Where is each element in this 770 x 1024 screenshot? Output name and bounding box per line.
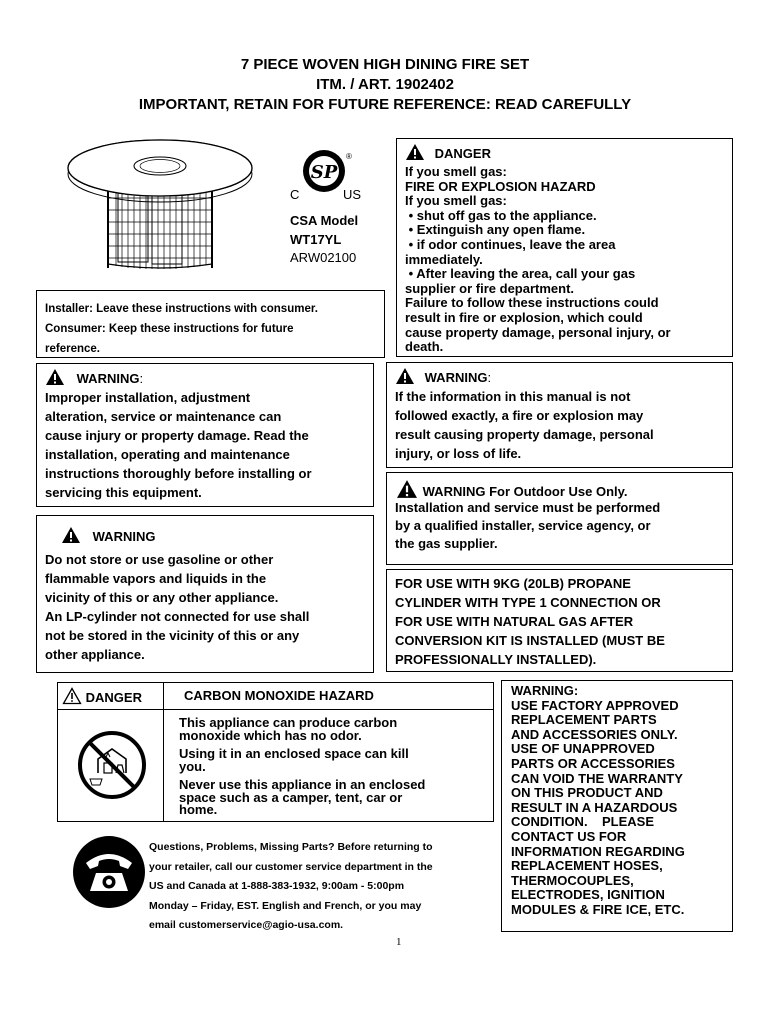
parts-line: AND ACCESSORIES ONLY. <box>511 726 678 742</box>
co-text-line: Never use this appliance in an enclosed <box>179 777 426 792</box>
propane-line: PROFESSIONALLY INSTALLED). <box>395 652 597 667</box>
warning-title: WARNING <box>424 370 488 385</box>
csa-model-label: CSA Model <box>290 213 359 228</box>
danger-line: FIRE OR EXPLOSION HAZARD <box>405 178 596 194</box>
parts-line: WARNING: <box>511 683 579 698</box>
danger-line: • shut off gas to the appliance. <box>405 207 597 223</box>
warning-line: instructions thoroughly before installing or <box>45 466 312 481</box>
parts-warning-box <box>501 680 733 932</box>
fire-table-illustration <box>60 126 260 276</box>
parts-line: ELECTRODES, IGNITION <box>511 887 665 903</box>
danger-gas-box <box>396 138 733 357</box>
parts-line: USE OF UNAPPROVED <box>511 741 655 757</box>
warning-line: injury, or loss of life. <box>395 446 522 461</box>
danger-line: supplier or fire department. <box>405 280 575 296</box>
danger-line: • After leaving the area, call your gas <box>405 266 636 282</box>
warning-title: WARNING <box>92 529 156 544</box>
warning-line: not be stored in the vicinity of this or any <box>45 628 300 643</box>
csa-us-mark: US <box>343 187 362 202</box>
co-text-line: space such as a camper, tent, car or <box>179 789 403 805</box>
warning-triangle-icon <box>61 526 81 544</box>
parts-line: MODULES & FIRE ICE, ETC. <box>511 901 685 917</box>
parts-line: PARTS OR ACCESSORIES <box>511 755 675 771</box>
propane-requirements-box <box>386 569 733 672</box>
warning-line: installation, operating and maintenance <box>45 447 290 462</box>
co-text-line: monoxide which has no odor. <box>179 727 362 743</box>
warning-triangle-icon <box>62 687 82 705</box>
warning-triangle-icon <box>405 143 425 161</box>
co-hazard-box <box>57 682 494 822</box>
warning-title-colon: : <box>487 370 492 385</box>
warning-outdoor-title: WARNING For Outdoor Use Only. <box>422 484 628 499</box>
warning-line: followed exactly, a fire or explosion may <box>395 408 644 423</box>
contact-line: US and Canada at 1-888-383-1932, 9:00am - 5:00pm <box>149 880 405 892</box>
co-text-line: you. <box>179 758 206 774</box>
parts-line: REPLACEMENT PARTS <box>511 712 657 728</box>
danger-line: death. <box>405 339 444 355</box>
propane-line: CONVERSION KIT IS INSTALLED (MUST BE <box>395 633 665 648</box>
warning-title-colon: : <box>139 371 144 386</box>
contact-line: your retailer, call our customer service department in the <box>149 860 433 873</box>
warning-line: vicinity of this or any other appliance. <box>45 590 279 605</box>
installer-line: Installer: Leave these instructions with consumer. <box>45 303 318 315</box>
warning-line: Installation and service must be performed <box>395 500 661 515</box>
warning-line: the gas supplier. <box>395 536 498 551</box>
warning-triangle-icon <box>45 368 65 386</box>
propane-line: FOR USE WITH NATURAL GAS AFTER <box>395 614 634 629</box>
item-number: ITM. / ART. 1902402 <box>316 76 454 93</box>
warning-line: servicing this equipment. <box>45 485 202 500</box>
danger-line: • if odor continues, leave the area <box>405 236 616 252</box>
parts-line: CONTACT US FOR <box>511 828 627 844</box>
warning-line: alteration, service or maintenance can <box>45 409 282 424</box>
warning-line: If the information in this manual is not <box>395 389 631 404</box>
contact-line: email customerservice@agio-usa.com. <box>149 919 344 931</box>
parts-line: ON THIS PRODUCT AND <box>511 785 663 801</box>
telephone-icon <box>72 835 146 909</box>
danger-title: DANGER <box>434 146 491 161</box>
danger-line: cause property damage, personal injury, or <box>405 324 671 340</box>
warning-line: cause injury or property damage. Read the <box>45 428 309 443</box>
warning-line: other appliance. <box>45 647 145 662</box>
danger-line: Failure to follow these instructions could <box>405 295 659 311</box>
danger-line: result in fire or explosion, which could <box>405 309 643 325</box>
parts-line: CONDITION. PLEASE <box>511 814 655 830</box>
propane-line: CYLINDER WITH TYPE 1 CONNECTION OR <box>395 595 661 610</box>
csa-c-mark: C <box>290 187 300 202</box>
document-title: 7 PIECE WOVEN HIGH DINING FIRE SET <box>240 56 530 73</box>
warning-manual-box <box>386 362 733 468</box>
svg-text:SP: SP <box>310 162 338 183</box>
csa-model-value: WT17YL <box>290 232 342 247</box>
contact-line: Questions, Problems, Missing Parts? Before returning to <box>149 841 433 853</box>
parts-line: CAN VOID THE WARRANTY <box>511 770 683 786</box>
parts-line: USE FACTORY APPROVED <box>511 697 679 713</box>
co-text-line: home. <box>179 802 218 817</box>
warning-outdoor-box <box>386 472 733 565</box>
svg-text:®: ® <box>346 152 352 161</box>
no-indoor-use-icon <box>76 729 148 801</box>
warning-installation-box <box>36 363 374 507</box>
page-number: 1 <box>396 936 402 948</box>
installer-notice-box <box>36 290 385 358</box>
warning-line: result causing property damage, personal <box>395 427 654 442</box>
co-hazard-title: CARBON MONOXIDE HAZARD <box>184 688 374 703</box>
danger-line: immediately. <box>405 251 483 267</box>
parts-line: RESULT IN A HAZARDOUS <box>511 799 678 815</box>
co-text-line: This appliance can produce carbon <box>179 715 398 730</box>
warning-line: by a qualified installer, service agency, or <box>395 518 651 533</box>
warning-title: WARNING <box>76 371 140 386</box>
co-danger-label: DANGER <box>85 690 142 705</box>
co-text-line: Using it in an enclosed space can kill <box>179 746 409 761</box>
warning-line: An LP-cylinder not connected for use shall <box>45 609 310 624</box>
parts-line: THERMOCOUPLES, <box>511 872 634 888</box>
propane-line: FOR USE WITH 9KG (20LB) PROPANE <box>395 576 631 591</box>
consumer-line-cont: reference. <box>45 343 100 355</box>
parts-line: INFORMATION REGARDING <box>511 843 685 859</box>
warning-gasoline-box <box>36 515 374 673</box>
danger-line: • Extinguish any open flame. <box>405 222 586 238</box>
danger-line: If you smell gas: <box>405 164 507 179</box>
danger-line: If you smell gas: <box>405 193 507 209</box>
warning-triangle-icon <box>395 479 419 499</box>
contact-line: Monday – Friday, EST. English and French, or you may <box>149 899 422 912</box>
warning-line: flammable vapors and liquids in the <box>45 571 267 586</box>
warning-line: Do not store or use gasoline or other <box>45 552 274 567</box>
warning-line: Improper installation, adjustment <box>45 390 251 405</box>
consumer-line: Consumer: Keep these instructions for future <box>45 323 294 335</box>
parts-line: REPLACEMENT HOSES, <box>511 858 663 874</box>
retain-notice: IMPORTANT, RETAIN FOR FUTURE REFERENCE: READ CAREFULLY <box>138 96 632 113</box>
product-code: ARW02100 <box>290 250 357 265</box>
warning-triangle-icon <box>395 367 415 385</box>
contact-info <box>149 838 433 936</box>
